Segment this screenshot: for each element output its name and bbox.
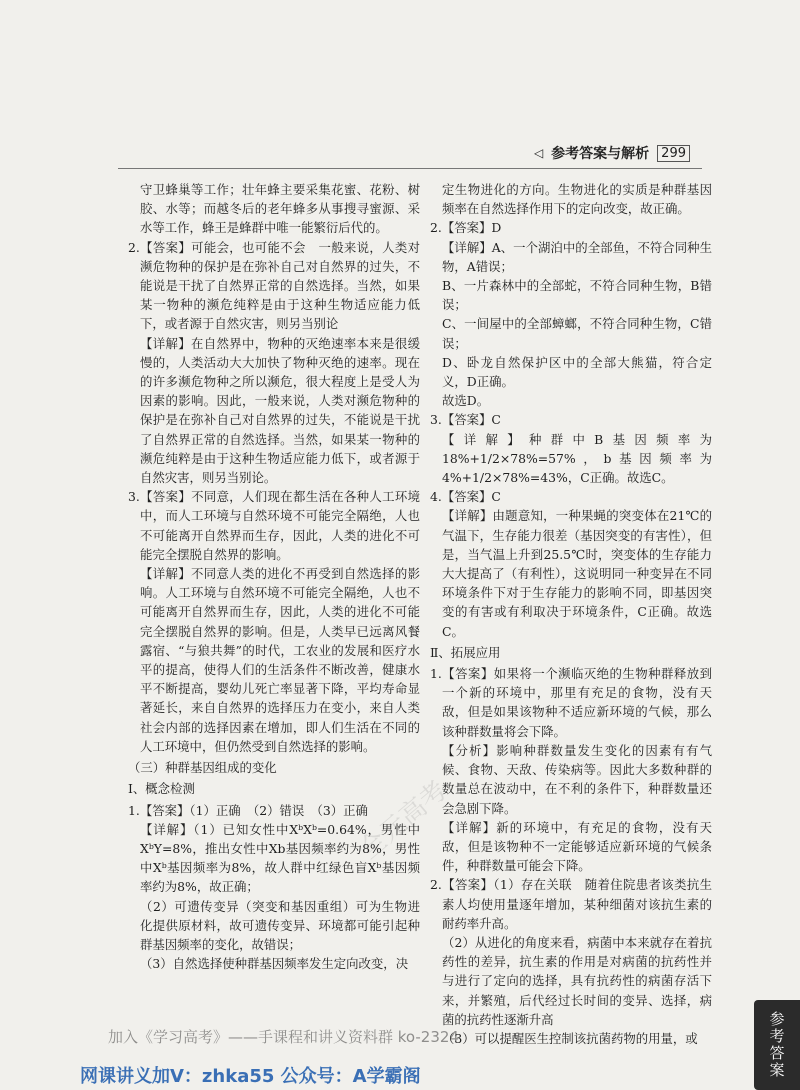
page-header bbox=[534, 143, 690, 163]
right-paragraph: Ⅱ、拓展应用 bbox=[430, 644, 501, 660]
section-tab: 参考答案 bbox=[754, 1000, 800, 1090]
right-paragraph: 【详解】种群中B基因频率为18%+1/2×78%=57%，b基因频率为4%+1/2×78%=43%，C正确。故选C。 bbox=[442, 431, 712, 486]
left-paragraph: （三）种群基因组成的变化 bbox=[128, 760, 277, 776]
left-paragraph: 守卫蜂巢等工作；壮年蜂主要采集花蜜、花粉、树胶、水等；而越冬后的老年蜂多从事搜寻蜜源、采水等工作，蜂王是蜂群中唯一能繁衍后代的。 bbox=[140, 182, 420, 236]
right-paragraph: 【详解】A、一个湖泊中的全部鱼，不符合同种生物，A错误； bbox=[442, 239, 712, 274]
right-paragraph: 定生物进化的方向。生物进化的实质是种群基因频率在自然选择作用下的定向改变，故正确。 bbox=[442, 182, 712, 217]
header-title: 参考答案与解析 bbox=[551, 146, 650, 162]
left-paragraph: （3）自然选择使种群基因频率发生定向改变，决 bbox=[140, 956, 409, 972]
right-paragraph: 【分析】影响种群数量发生变化的因素有有气候、食物、天敌、传染病等。因此大多数种群的数量总在波动中，在不利的条件下，种群数量还会急剧下降。 bbox=[442, 742, 712, 816]
right-paragraph: 2.【答案】D bbox=[430, 220, 502, 236]
right-paragraph: 【详解】新的环境中，有充足的食物，没有天敌，但是该物种不一定能够适应新环境的气候条件，种群数量可能会下降。 bbox=[442, 819, 712, 874]
left-paragraph: 3.【答案】不同意，人们现在都生活在各种人工环境中，而人工环境与自然环境不可能完全隔绝，人也不可能离开自然界而生存，因此，人类的进化不可能完全摆脱自然界的影响。 bbox=[128, 489, 420, 562]
right-paragraph: 故选D。 bbox=[442, 393, 490, 409]
diagonal-watermark: 全元高考 bbox=[354, 775, 454, 866]
left-paragraph: 【详解】不同意人类的进化不再受到自然选择的影响。人工环境与自然环境不可能完全隔绝，人也不可能离开自然界而生存，因此，人类的进化不可能完全摆脱自然界的影响。但是，人类早已远离风餐露宿、“与狼共舞”的时代，工农业的发展和医疗水平的提高，使得人们的生活条件不断改善，健康水平不断提高，婴幼儿死亡率显著下降，平均寿命显著延长，来自自然界的选择压力在变小，来自人类社会内部的选择因素在增加，即人们生活在不同的人工环境中，但仍然受到自然选择的影响。 bbox=[140, 566, 420, 754]
right-paragraph: C、一间屋中的全部蟑螂，不符合同种生物，C错误； bbox=[442, 316, 712, 351]
right-paragraph: 1.【答案】如果将一个濒临灭绝的生物种群释放到一个新的环境中，那里有充足的食物，没有天敌，但是如果该物种不适应新环境的气候，那么该种群数量将会下降。 bbox=[430, 666, 712, 739]
right-paragraph: B、一片森林中的全部蛇，不符合同种生物，B错误； bbox=[442, 278, 712, 313]
right-paragraph: 3.【答案】C bbox=[430, 412, 501, 428]
page-number: 299 bbox=[657, 145, 690, 162]
right-paragraph: 2.【答案】（1）存在关联 随着住院患者该类抗生素人均使用量逐年增加，某种细菌对该抗生素的耐药率升高。 bbox=[430, 877, 712, 931]
right-paragraph: （2）从进化的角度来看，病菌中本来就存在着抗药性的差异，抗生素的作用是对病菌的抗药性并与进行了定向的选择，具有抗药性的病菌存活下来，并繁殖，后代经过长时间的变异、选择，病菌的抗药性逐渐升高 bbox=[442, 934, 712, 1027]
right-paragraph: 【详解】由题意知，一种果蝇的突变体在21℃的气温下，生存能力很差（基因突变的有害性），但是，当气温上升到25.5℃时，突变体的生存能力大大提高了（有利性），这说明同一种变异在不同环境条件下对于生存能力的影响不同，即基因突变的有害或有利取决于环境条件，C正确。故选C。 bbox=[442, 508, 712, 639]
left-paragraph: 【详解】在自然界中，物种的灭绝速率本来是很缓慢的，人类活动大大加快了物种灭绝的速率。现在的许多濒危物种之所以濒危，很大程度上是受人为因素的影响。因此，一般来说，人类对濒危物种的保护是在弥补自己对自然界的过失，不能说是干扰了自然界正常的自然选择。当然，如果某一物种的濒危纯粹是由于这种生物适应能力低下，或者源于自然灾害，则另当别论。 bbox=[140, 335, 420, 486]
left-paragraph: 【详解】（1）已知女性中XᵇXᵇ=0.64%，男性中XᵇY=8%，推出女性中Xb基因频率约为8%，男性中Xᵇ基因频率为8%，故人群中红绿色盲Xᵇ基因频率约为8%，故正确； bbox=[140, 821, 420, 895]
right-column bbox=[430, 180, 712, 1048]
left-paragraph: 2.【答案】可能会，也可能不会 一般来说，人类对濒危物种的保护是在弥补自己对自然界的过失，不能说是干扰了自然界正常的自然选择。当然，如果某一物种的濒危纯粹是由于这种生物适应能力低下，或者源于自然灾害，则另当别论 bbox=[128, 239, 420, 332]
right-paragraph: D、卧龙自然保护区中的全部大熊猫，符合定义，D正确。 bbox=[442, 354, 712, 390]
right-paragraph: 4.【答案】C bbox=[430, 489, 501, 505]
left-paragraph: （2）可遗传变异（突变和基因重组）可为生物进化提供原材料，故可遗传变异、环境都可能引起种群基因频率的变化，故错误； bbox=[140, 898, 420, 952]
right-paragraph: （3）可以提醒医生控制该抗菌药物的用量，或 bbox=[442, 1030, 698, 1046]
left-paragraph: Ⅰ、概念检测 bbox=[128, 781, 195, 797]
left-paragraph: 1.【答案】（1）正确 （2）错误 （3）正确 bbox=[128, 802, 368, 818]
triangle-icon: ◁ bbox=[533, 146, 544, 160]
footer-watermark: 网课讲义加V：zhka55 公众号：A学霸阁 bbox=[80, 1066, 421, 1087]
header-rule bbox=[118, 168, 702, 169]
bottom-watermark: 加入《学习高考》——手课程和讲义资料群 ko-2324 bbox=[108, 1028, 459, 1046]
